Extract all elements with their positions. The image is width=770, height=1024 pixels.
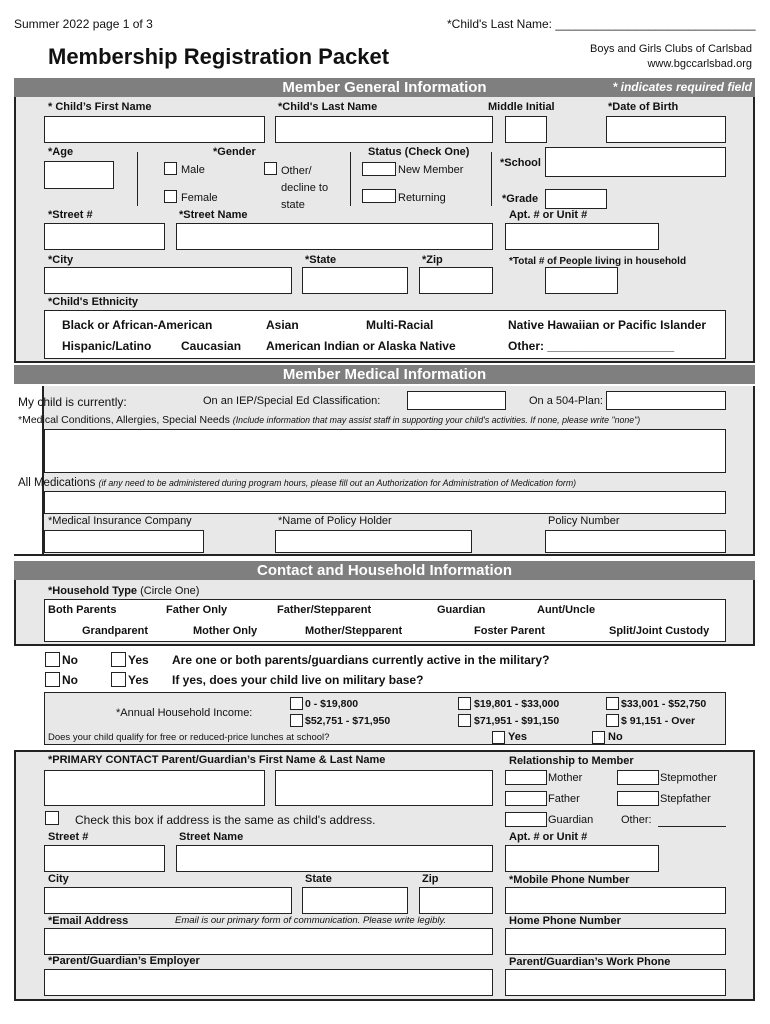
mother-checkbox[interactable] — [505, 770, 547, 785]
income-91151-over-checkbox[interactable] — [606, 714, 619, 727]
stepmother-checkbox[interactable] — [617, 770, 659, 785]
other-gender-label-1: Other/ — [281, 165, 312, 177]
military-base-question: If yes, does your child live on military base? — [172, 673, 424, 687]
school-label: *School — [500, 157, 541, 169]
plan504-input[interactable] — [606, 391, 726, 410]
status-label: Status (Check One) — [368, 146, 470, 158]
military-base-no-label: No — [62, 673, 78, 687]
policy-holder-input[interactable] — [275, 530, 472, 553]
employer-input[interactable] — [44, 969, 493, 996]
home-phone-input[interactable] — [505, 928, 726, 955]
mobile-phone-input[interactable] — [505, 887, 726, 914]
income-33001-52750-label: $33,001 - $52,750 — [621, 698, 707, 710]
ethnicity-black[interactable]: Black or African-American — [62, 318, 213, 332]
gender-label: *Gender — [213, 146, 256, 158]
household-total-input[interactable] — [545, 267, 618, 294]
primary-state-label: State — [305, 873, 332, 885]
street-number-label: *Street # — [48, 209, 93, 221]
medical-conditions-input[interactable] — [44, 429, 726, 473]
last-name-label: *Child's Last Name — [278, 101, 378, 113]
age-input[interactable] — [44, 161, 114, 189]
military-base-yes-label: Yes — [128, 673, 149, 687]
stepfather-checkbox[interactable] — [617, 791, 659, 806]
new-member-checkbox[interactable] — [362, 162, 396, 176]
household-aunt-uncle[interactable]: Aunt/Uncle — [537, 604, 596, 616]
child-last-name-header: *Child's Last Name: ______________________________ — [447, 17, 756, 31]
new-member-label: New Member — [398, 164, 464, 176]
household-mother-stepparent[interactable]: Mother/Stepparent — [305, 625, 403, 637]
household-mother-only[interactable]: Mother Only — [193, 625, 258, 637]
household-guardian[interactable]: Guardian — [437, 604, 486, 616]
household-split-custody[interactable]: Split/Joint Custody — [609, 625, 710, 637]
income-19801-33000-checkbox[interactable] — [458, 697, 471, 710]
primary-apt-label: Apt. # or Unit # — [509, 831, 588, 843]
returning-label: Returning — [398, 192, 446, 204]
income-0-19800-checkbox[interactable] — [290, 697, 303, 710]
school-input[interactable] — [545, 147, 726, 177]
income-33001-52750-checkbox[interactable] — [606, 697, 619, 710]
male-label: Male — [181, 164, 205, 176]
apt-input[interactable] — [505, 223, 659, 250]
medical-info-heading: Member Medical Information — [14, 365, 755, 384]
last-name-input[interactable] — [275, 116, 493, 143]
female-checkbox[interactable] — [164, 190, 177, 203]
military-active-no-label: No — [62, 653, 78, 667]
ethnicity-native[interactable]: American Indian or Alaska Native — [266, 339, 456, 353]
state-label: *State — [305, 254, 337, 266]
household-grandparent[interactable]: Grandparent — [82, 625, 149, 637]
household-type-label: *Household Type (Circle One) — [48, 585, 200, 597]
household-father-only[interactable]: Father Only — [166, 604, 228, 616]
primary-city-input[interactable] — [44, 887, 292, 914]
primary-apt-input[interactable] — [505, 845, 659, 872]
other-gender-label-2: decline to — [281, 182, 329, 194]
iep-input[interactable] — [407, 391, 506, 410]
ethnicity-caucasian[interactable]: Caucasian — [181, 339, 242, 353]
ethnicity-hispanic[interactable]: Hispanic/Latino — [62, 339, 152, 353]
zip-label: *Zip — [422, 254, 443, 266]
lunch-yes-checkbox[interactable] — [492, 731, 505, 744]
work-phone-label: Parent/Guardian’s Work Phone — [509, 956, 671, 968]
dob-input[interactable] — [606, 116, 726, 143]
divider — [350, 152, 351, 206]
male-checkbox[interactable] — [164, 162, 177, 175]
medical-conditions-label: *Medical Conditions, Allergies, Special Needs (Include information that may assist staff in supporting your child's activities. If none, please write "none") — [18, 414, 641, 426]
home-phone-label: Home Phone Number — [509, 915, 621, 927]
email-input[interactable] — [44, 928, 493, 955]
middle-initial-label: Middle Initial — [488, 101, 555, 113]
mother-label: Mother — [548, 772, 583, 784]
medications-label: All Medications (if any need to be administered during program hours, please fill out an Authorization for Administration of Medication form) — [18, 477, 577, 489]
other-gender-checkbox[interactable] — [264, 162, 277, 175]
first-name-label: * Child’s First Name — [48, 101, 152, 113]
iep-label: On an IEP/Special Ed Classification: — [203, 395, 381, 407]
org-url: www.bgccarlsbad.org — [647, 58, 752, 70]
lunch-yes-label: Yes — [508, 731, 527, 743]
household-total-label: *Total # of People living in household — [509, 256, 687, 267]
policy-number-label: Policy Number — [548, 515, 620, 527]
military-base-no-checkbox[interactable] — [45, 672, 60, 687]
female-label: Female — [181, 192, 218, 204]
divider — [491, 152, 492, 206]
required-note: * indicates required field — [612, 80, 752, 94]
military-active-yes-label: Yes — [128, 653, 149, 667]
primary-last-name-input[interactable] — [275, 770, 493, 806]
policy-number-input[interactable] — [545, 530, 726, 553]
stepmother-label: Stepmother — [660, 772, 717, 784]
relationship-label: Relationship to Member — [509, 755, 634, 767]
contact-info-heading: Contact and Household Information — [14, 561, 755, 580]
dob-label: *Date of Birth — [608, 101, 679, 113]
primary-zip-label: Zip — [422, 873, 439, 885]
street-name-label: *Street Name — [179, 209, 248, 221]
page-info: Summer 2022 page 1 of 3 — [14, 17, 153, 31]
child-currently-label: My child is currently: — [18, 395, 127, 409]
primary-street-number-input[interactable] — [44, 845, 165, 872]
street-number-input[interactable] — [44, 223, 165, 250]
same-address-checkbox[interactable] — [45, 811, 59, 825]
lunch-no-label: No — [608, 731, 623, 743]
income-0-19800-label: 0 - $19,800 — [305, 698, 359, 710]
insurance-label: *Medical Insurance Company — [48, 515, 192, 527]
guardian-label: Guardian — [548, 814, 594, 826]
primary-street-name-label: Street Name — [179, 831, 244, 843]
divider — [137, 152, 138, 206]
city-input[interactable] — [44, 267, 292, 294]
same-address-label: Check this box if address is the same as child's address. — [75, 813, 376, 827]
income-52751-71950-checkbox[interactable] — [290, 714, 303, 727]
email-label: *Email Address — [48, 915, 129, 927]
plan504-label: On a 504-Plan: — [529, 395, 603, 407]
ethnicity-asian[interactable]: Asian — [266, 318, 299, 332]
mobile-phone-label: *Mobile Phone Number — [509, 874, 630, 886]
military-active-yes-checkbox[interactable] — [111, 652, 126, 667]
zip-input[interactable] — [419, 267, 493, 294]
policy-holder-label: *Name of Policy Holder — [278, 515, 392, 527]
page-title: Membership Registration Packet — [48, 44, 390, 69]
state-input[interactable] — [302, 267, 408, 294]
street-name-input[interactable] — [176, 223, 493, 250]
primary-street-number-label: Street # — [48, 831, 89, 843]
primary-first-name-input[interactable] — [44, 770, 265, 806]
apt-label: Apt. # or Unit # — [509, 209, 588, 221]
military-active-question: Are one or both parents/guardians currently active in the military? — [172, 653, 550, 667]
income-19801-33000-label: $19,801 - $33,000 — [474, 698, 560, 710]
other-gender-label-3: state — [281, 199, 305, 211]
household-foster-parent[interactable]: Foster Parent — [474, 625, 545, 637]
employer-label: *Parent/Guardian’s Employer — [48, 955, 200, 967]
lunch-question: Does your child qualify for free or reduced-price lunches at school? — [48, 732, 330, 743]
income-71951-91150-label: $71,951 - $91,150 — [474, 715, 560, 727]
insurance-input[interactable] — [44, 530, 204, 553]
grade-input[interactable] — [545, 189, 607, 209]
email-note: Email is our primary form of communication. Please write legibly. — [175, 915, 447, 926]
ethnicity-label: *Child's Ethnicity — [48, 296, 139, 308]
relationship-other-line[interactable] — [658, 826, 726, 827]
primary-zip-input[interactable] — [419, 887, 493, 914]
medications-input[interactable] — [44, 491, 726, 514]
primary-street-name-input[interactable] — [176, 845, 493, 872]
lunch-no-checkbox[interactable] — [592, 731, 605, 744]
household-both-parents[interactable]: Both Parents — [48, 604, 117, 616]
stepfather-label: Stepfather — [660, 793, 711, 805]
guardian-checkbox[interactable] — [505, 812, 547, 827]
military-base-yes-checkbox[interactable] — [111, 672, 126, 687]
relationship-other-label: Other: — [621, 814, 652, 826]
primary-name-label: *PRIMARY CONTACT Parent/Guardian’s First Name & Last Name — [48, 754, 386, 766]
income-71951-91150-checkbox[interactable] — [458, 714, 471, 727]
first-name-input[interactable] — [44, 116, 265, 143]
middle-initial-input[interactable] — [505, 116, 547, 143]
father-checkbox[interactable] — [505, 791, 547, 806]
city-label: *City — [48, 254, 74, 266]
work-phone-input[interactable] — [505, 969, 726, 996]
primary-state-input[interactable] — [302, 887, 408, 914]
ethnicity-multi-racial[interactable]: Multi-Racial — [366, 318, 434, 332]
ethnicity-hawaiian[interactable]: Native Hawaiian or Pacific Islander — [508, 318, 707, 332]
father-label: Father — [548, 793, 580, 805]
ethnicity-other[interactable]: Other: ___________________ — [508, 339, 675, 353]
primary-city-label: City — [48, 873, 69, 885]
income-label: *Annual Household Income: — [116, 707, 253, 719]
military-active-no-checkbox[interactable] — [45, 652, 60, 667]
income-52751-71950-label: $52,751 - $71,950 — [305, 715, 391, 727]
grade-label: *Grade — [502, 193, 539, 205]
age-label: *Age — [48, 146, 74, 158]
income-91151-over-label: $ 91,151 - Over — [621, 715, 696, 727]
general-info-heading: Member General Information — [14, 78, 755, 97]
household-father-stepparent[interactable]: Father/Stepparent — [277, 604, 372, 616]
returning-checkbox[interactable] — [362, 189, 396, 203]
org-name: Boys and Girls Clubs of Carlsbad — [589, 43, 752, 55]
